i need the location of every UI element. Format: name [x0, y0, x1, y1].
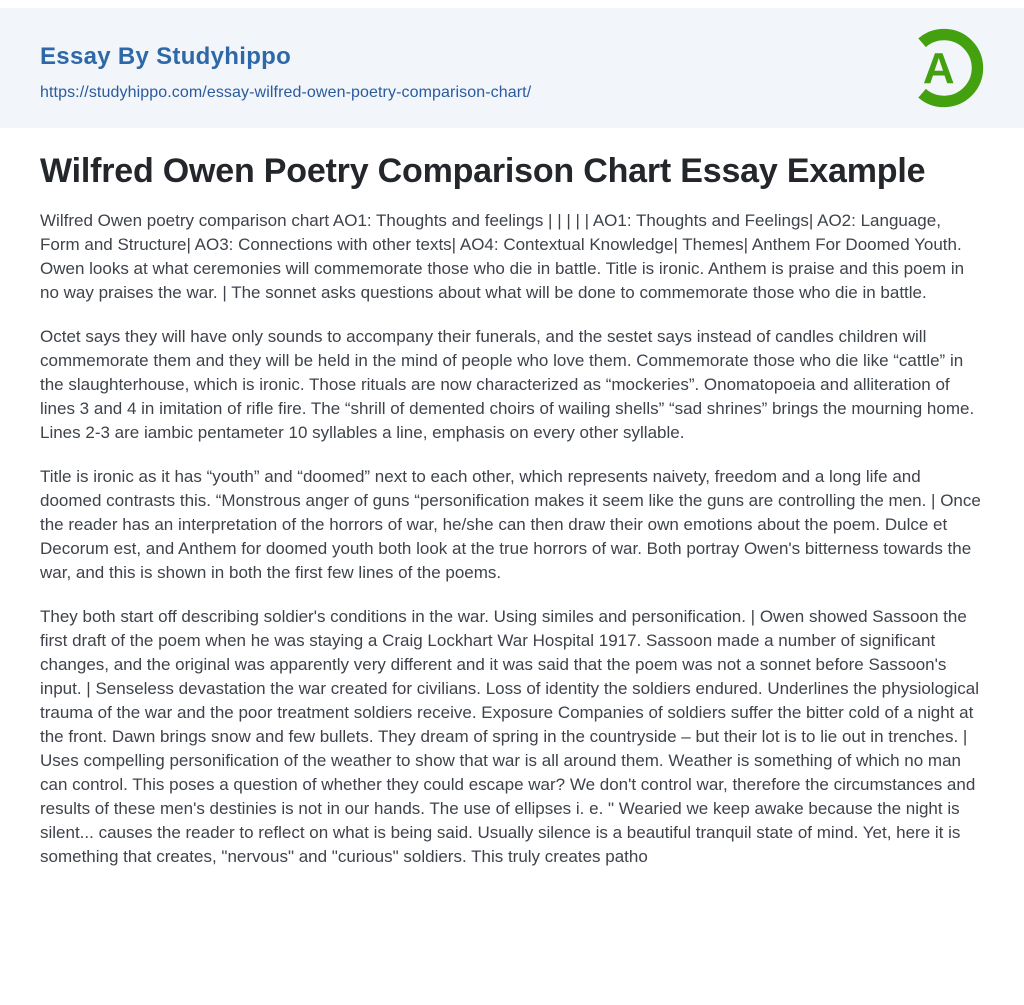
essay-content [0, 153, 1024, 869]
page-title: Wilfred Owen Poetry Comparison Chart Essay Example [40, 152, 926, 190]
essay-paragraph-2: Octet says they will have only sounds to accompany their funerals, and the sestet says instead of candles children will commemorate them and they will be held in the mind of people who love them. Commemorate those who die like “cattle” in the slaughterhouse, which is ironic. Those rituals are now characterized as “mockeries”. Onomatopoeia and alliteration of lines 3 and 4 in imitation of rifle fire. The “shrill of demented choirs of wailing shells” “sad shrines” brings the mourning home. Lines 2-3 are iambic pentameter 10 syllables a line, emphasis on every other syllable. [40, 327, 975, 442]
essay-paragraph-1: Wilfred Owen poetry comparison chart AO1: Thoughts and feelings | | | | | AO1: Thoughts and Feelings| AO2: Language, Form and Structure| AO3: Connections with other texts| AO4: Contextual Knowledge| Themes| Anthem For Doomed Youth. Owen looks at what ceremonies will commemorate those who die in battle. Title is ironic. Anthem is praise and this poem in no way praises the war. | The sonnet asks questions about what will be done to commemorate those who die in battle. [40, 211, 965, 302]
site-header [0, 8, 1024, 128]
logo-letter: A [922, 43, 955, 93]
studyhippo-logo-icon [900, 24, 988, 112]
site-title: Essay By Studyhippo [40, 43, 292, 70]
page-url-link[interactable]: https://studyhippo.com/essay-wilfred-owen-poetry-comparison-chart/ [40, 84, 532, 101]
essay-paragraph-4: They both start off describing soldier's conditions in the war. Using similes and personification. | Owen showed Sassoon the first draft of the poem when he was staying a Craig Lockhart War Hospital 1917. Sassoon made a number of significant changes, and the original was apparently very different and it was said that the poem was not a sonnet before Sassoon's input. | Senseless devastation the war created for civilians. Loss of identity the soldiers endured. Underlines the physiological trauma of the war and the poor treatment soldiers receive. Exposure Companies of soldiers suffer the bitter cold of a night at the front. Dawn brings snow and few bullets. They dream of spring in the countryside – but their lot is to lie out in trenches. | Uses compelling personification of the weather to show that war is all around them. Weather is something of which no man can control. This poses a question of whether they could escape war? We don't control war, therefore the circumstances and results of these men's destinies is not in our hands. The use of ellipses i. e. " Wearied we keep awake because the night is silent... causes the reader to reflect on what is being said. Usually silence is a beautiful tranquil state of mind. Yet, here it is something that creates, "nervous" and "curious" soldiers. This truly creates patho [40, 607, 979, 866]
essay-paragraph-3: Title is ironic as it has “youth” and “doomed” next to each other, which represents naivety, freedom and a long life and doomed contrasts this. “Monstrous anger of guns “personification makes it seem like the guns are controlling the men. | Once the reader has an interpretation of the horrors of war, he/she can then draw their own emotions about the poem. Dulce et Decorum est, and Anthem for doomed youth both look at the true horrors of war. Both portray Owen's bitterness towards the war, and this is shown in both the first few lines of the poems. [40, 467, 981, 582]
logo-arc-icon [900, 24, 988, 112]
essay-body [40, 209, 984, 869]
